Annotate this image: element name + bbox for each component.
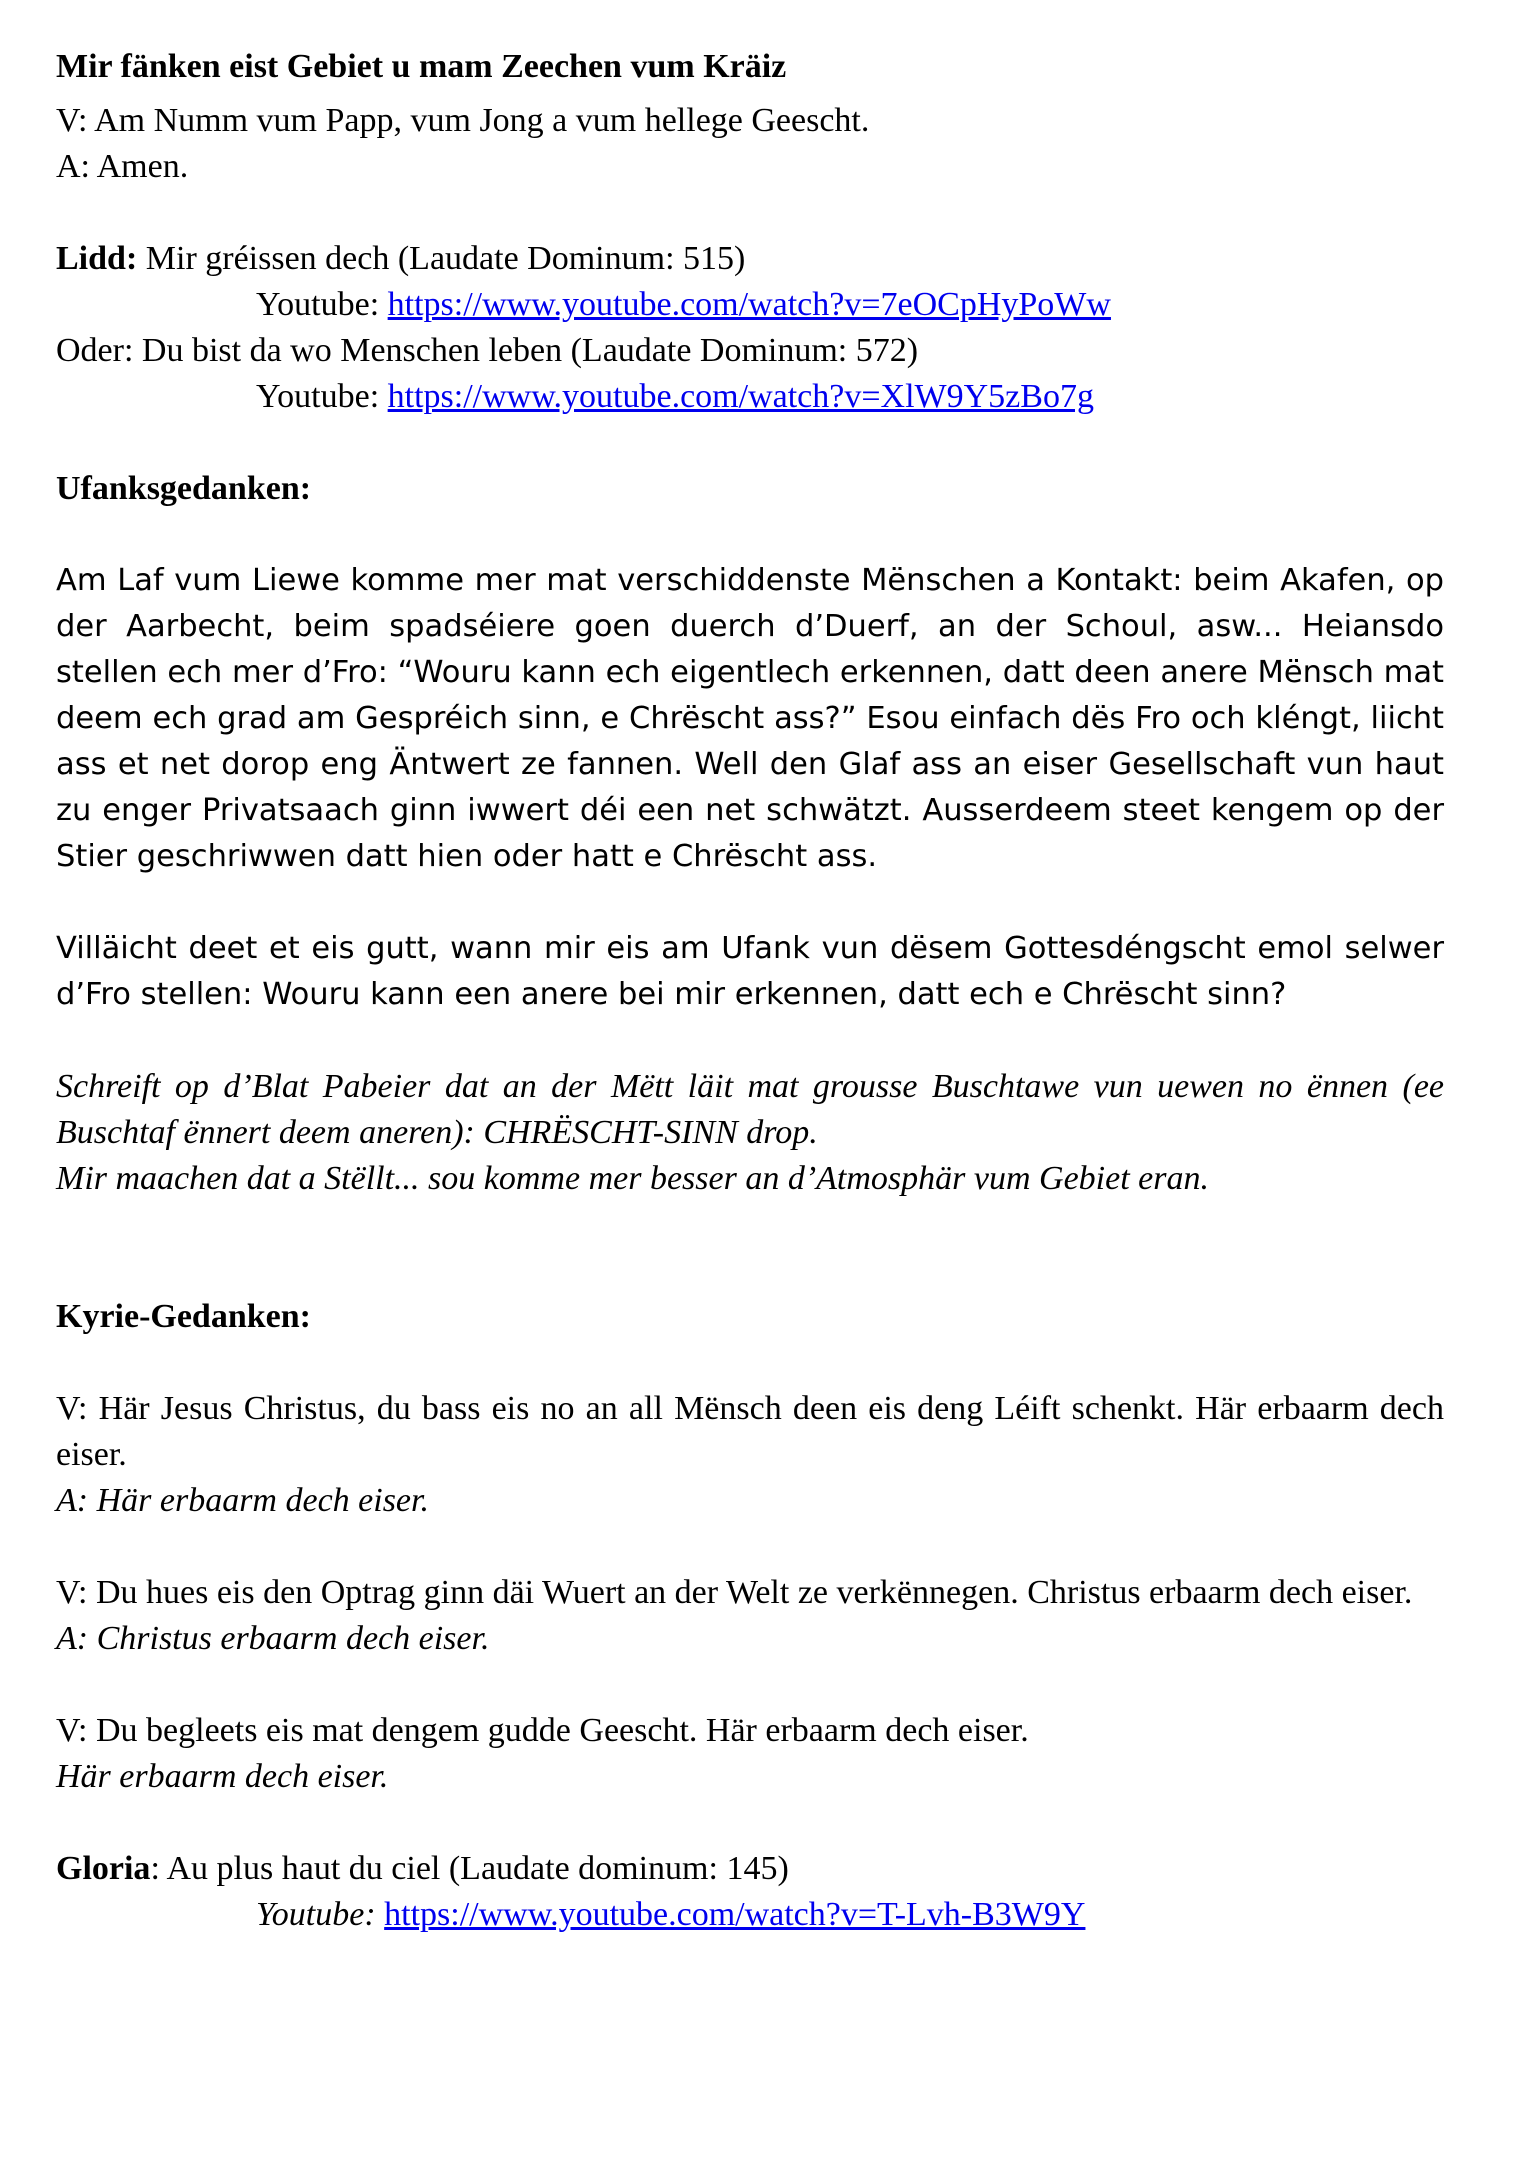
section-title: Mir fänken eist Gebiet u mam Zeechen vum Kräiz xyxy=(56,48,787,85)
gloria-youtube-link[interactable]: https://www.youtube.com/watch?v=T-Lvh-B3W9Y xyxy=(384,1896,1086,1933)
document-page xyxy=(56,44,1444,1938)
kyrie-response-3: Här erbaarm dech eiser. xyxy=(56,1758,389,1795)
song-title-2: Oder: Du bist da wo Menschen leben (Laudate Dominum: 572) xyxy=(56,332,919,369)
kyrie-response-1: A: Här erbaarm dech eiser. xyxy=(56,1482,429,1519)
youtube-label: Youtube: xyxy=(256,1896,376,1933)
ufanksgedanken-heading: Ufanksgedanken: xyxy=(56,470,312,507)
gloria-youtube-line xyxy=(56,1892,1444,1938)
instruction-text-2: Mir maachen dat a Stëllt... sou komme mer besser an d’Atmosphär vum Gebiet eran. xyxy=(56,1160,1209,1197)
song-title-1: Mir gréissen dech (Laudate Dominum: 515) xyxy=(145,240,746,277)
youtube-link-1[interactable]: https://www.youtube.com/watch?v=7eOCpHyPoWw xyxy=(387,286,1111,323)
kyrie-heading: Kyrie-Gedanken: xyxy=(56,1298,311,1335)
youtube-line-2 xyxy=(56,374,1444,420)
ufanksgedanken-paragraph-2: Villäicht deet et eis gutt, wann mir eis am Ufank vun dësem Gottesdéngscht emol selwer d’Fro stellen: Wouru kann een anere bei mir erkennen, datt ech e Chrëscht sinn? xyxy=(56,931,1444,1012)
gloria-line xyxy=(56,1846,1444,1892)
versicle-line: V: Am Numm vum Papp, vum Jong a vum hellege Geescht. xyxy=(56,102,870,139)
youtube-line-1 xyxy=(56,282,1444,328)
ufanksgedanken-paragraph-1: Am Laf vum Liewe komme mer mat verschiddenste Mënschen a Kontakt: beim Akafen, op der Aarbecht, beim spadséiere goen duerch d’Duerf, an der Schoul, asw... Heiansdo stellen ech mer d’Fro: “Wouru kann ech eigentlech erkennen, datt deen anere Mënsch mat deem ech grad am Gespréich sinn, e Chrëscht ass?” Esou einfach dës Fro och kléngt, liicht ass et net dorop eng Äntwert ze fannen. Well den Glaf ass an eiser Gesellschaft vun haut zu enger Privatsaach ginn iwwert déi een net schwätzt. Ausserdeem steet kengem op der Stier geschriwwen datt hien oder hatt e Chrëscht ass. xyxy=(56,563,1444,874)
kyrie-response-2: A: Christus erbaarm dech eiser. xyxy=(56,1620,490,1657)
response-line: A: Amen. xyxy=(56,148,189,185)
instruction-text-1: Schreift op d’Blat Pabeier dat an der Mëtt läit mat grousse Buschtawe vun uewen no ënnen (ee Buschtaf ënnert deem aneren): CHRËSCHT-SINN drop. xyxy=(56,1068,1444,1151)
youtube-link-2[interactable]: https://www.youtube.com/watch?v=XlW9Y5zBo7g xyxy=(387,378,1094,415)
song-line-1 xyxy=(56,236,1444,282)
kyrie-versicle-3: V: Du begleets eis mat dengem gudde Geescht. Här erbaarm dech eiser. xyxy=(56,1712,1029,1749)
youtube-label: Youtube: xyxy=(256,286,380,323)
gloria-label: Gloria xyxy=(56,1850,151,1887)
kyrie-versicle-1: V: Här Jesus Christus, du bass eis no an all Mënsch deen eis deng Léift schenkt. Här erbaarm dech eiser. xyxy=(56,1390,1444,1473)
gloria-song-title: : Au plus haut du ciel (Laudate dominum: 145) xyxy=(150,1850,789,1887)
youtube-label: Youtube: xyxy=(256,378,380,415)
song-label: Lidd: xyxy=(56,240,138,277)
kyrie-versicle-2: V: Du hues eis den Optrag ginn däi Wuert an der Welt ze verkënnegen. Christus erbaarm dech eiser. xyxy=(56,1574,1413,1611)
